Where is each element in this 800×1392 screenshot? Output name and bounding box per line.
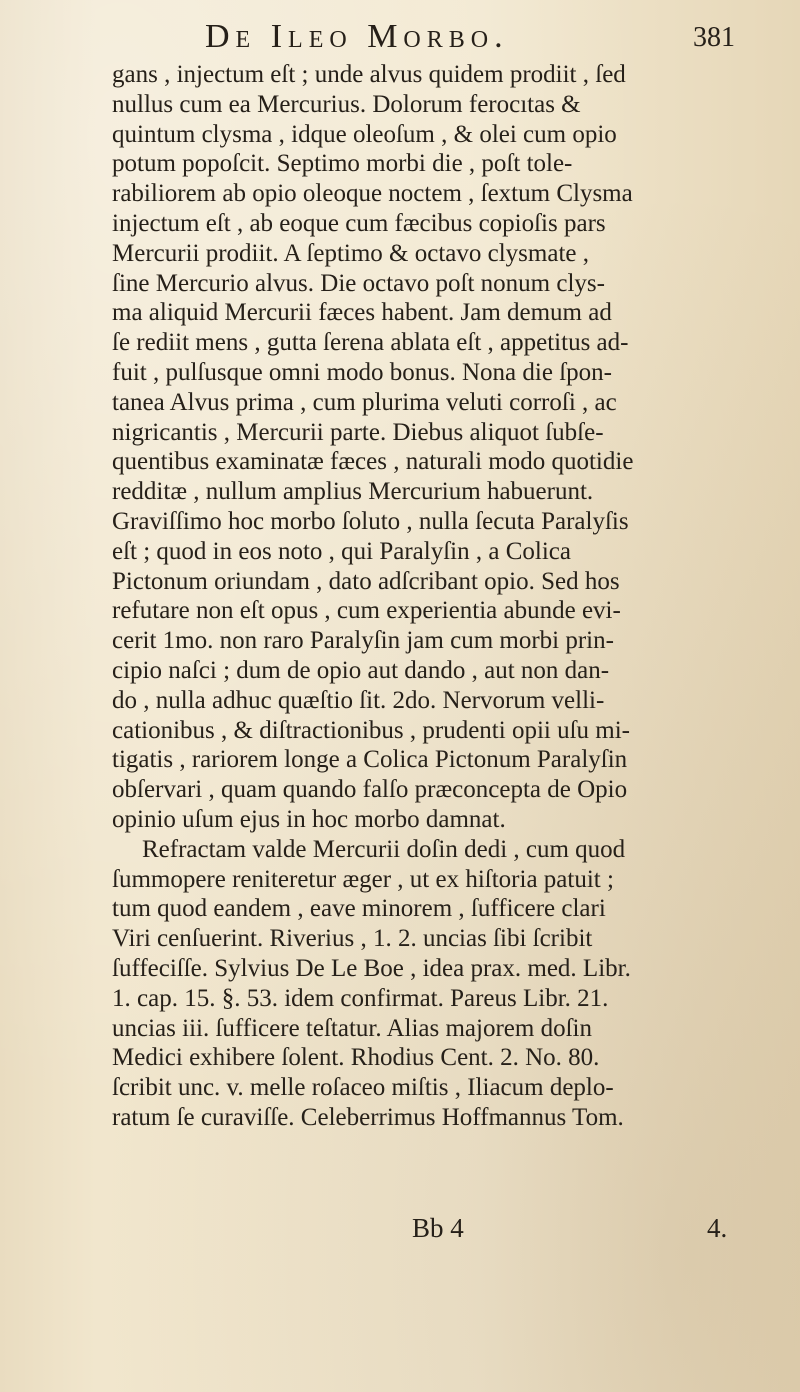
text-line: tigatis , rariorem longe a Colica Pictonum Paralyſin — [112, 746, 628, 774]
text-line: ſe rediit mens , gutta ſerena ablata eſt , appetitus ad- — [112, 329, 629, 357]
text-line: cationibus , & diſtractionibus , prudenti opii uſu mi- — [112, 716, 630, 744]
text-line: nullus cum ea Mercurius. Dolorum ferocıtas & — [112, 90, 581, 118]
text-line: do , nulla adhuc quæſtio ſit. 2do. Nervorum velli- — [112, 686, 605, 714]
text-line: tanea Alvus prima , cum plurima veluti corroſi , ac — [112, 388, 617, 416]
text-line: ratum ſe curaviſſe. Celeberrimus Hoffmannus Tom. — [112, 1103, 624, 1131]
body-text — [112, 60, 732, 1133]
text-line: cipio naſci ; dum de opio aut dando , aut non dan- — [112, 656, 610, 684]
text-line: Graviſſimo hoc morbo ſoluto , nulla ſecuta Paralyſis — [112, 507, 629, 535]
text-line: obſervari , quam quando falſo præconcepta de Opio — [112, 776, 628, 804]
page-number: 381 — [693, 22, 735, 53]
text-line: cerit 1mo. non raro Paralyſin jam cum morbi prin- — [112, 627, 614, 655]
catchword: 4. — [707, 1213, 728, 1243]
text-line: eſt ; quod in eos noto , qui Paralyſin , a Colica — [112, 537, 571, 565]
text-line: refutare non eſt opus , cum experientia abunde evi- — [112, 597, 621, 625]
text-line: Pictonum oriundam , dato adſcribant opio. Sed hos — [112, 567, 620, 595]
text-line: Viri cenſuerint. Riverius , 1. 2. uncias ſibi ſcribit — [112, 925, 593, 953]
text-line: injectum eſt , ab eoque cum fæcibus copioſis pars — [112, 209, 606, 237]
text-line: ſine Mercurio alvus. Die octavo poſt nonum clys- — [112, 269, 605, 297]
running-head: De Ileo Morbo. — [205, 18, 509, 55]
text-line: ſcribit unc. v. melle roſaceo miſtis , Iliacum deplo- — [112, 1074, 614, 1102]
text-line: potum popoſcit. Septimo morbi die , poſt tole- — [112, 150, 573, 178]
text-line: tum quod eandem , eave minorem , ſufficere clari — [112, 895, 606, 923]
page-header — [205, 18, 735, 58]
text-line: gans , injectum eſt ; unde alvus quidem prodiit , ſed — [112, 61, 626, 88]
signature-mark: Bb 4 — [412, 1213, 464, 1243]
text-line: Mercurii prodiit. A ſeptimo & octavo clysmate , — [112, 239, 589, 267]
text-line: ſuffeciſſe. Sylvius De Le Boe , idea prax. med. Libr. — [112, 954, 631, 982]
text-line: fuit , pulſusque omni modo bonus. Nona die ſpon- — [112, 358, 612, 386]
text-line: redditæ , nullum amplius Mercurium habuerunt. — [112, 478, 594, 506]
text-line: uncias iii. ſufficere teſtatur. Alias majorem doſin — [112, 1014, 592, 1042]
text-line: nigricantis , Mercurii parte. Diebus aliquot ſubſe- — [112, 418, 604, 446]
text-line: Medici exhibere ſolent. Rhodius Cent. 2. No. 80. — [112, 1044, 600, 1072]
text-line: opinio uſum ejus in hoc morbo damnat. — [112, 805, 506, 833]
paragraph-start-line: Refractam valde Mercurii doſin dedi , cum quod — [142, 835, 626, 863]
text-line: rabiliorem ab opio oleoque noctem , ſextum Clysma — [112, 180, 633, 208]
page-footer — [0, 1213, 800, 1247]
text-line: ma aliquid Mercurii fæces habent. Jam demum ad — [112, 299, 612, 327]
text-line: quentibus examinatæ fæces , naturali modo quotidie — [112, 448, 634, 476]
text-line: ſummopere reniteretur æger , ut ex hiſtoria patuit ; — [112, 865, 614, 893]
text-line: 1. cap. 15. §. 53. idem confirmat. Pareus Libr. 21. — [112, 984, 609, 1012]
text-line: quintum clysma , idque oleoſum , & olei cum opio — [112, 120, 617, 148]
